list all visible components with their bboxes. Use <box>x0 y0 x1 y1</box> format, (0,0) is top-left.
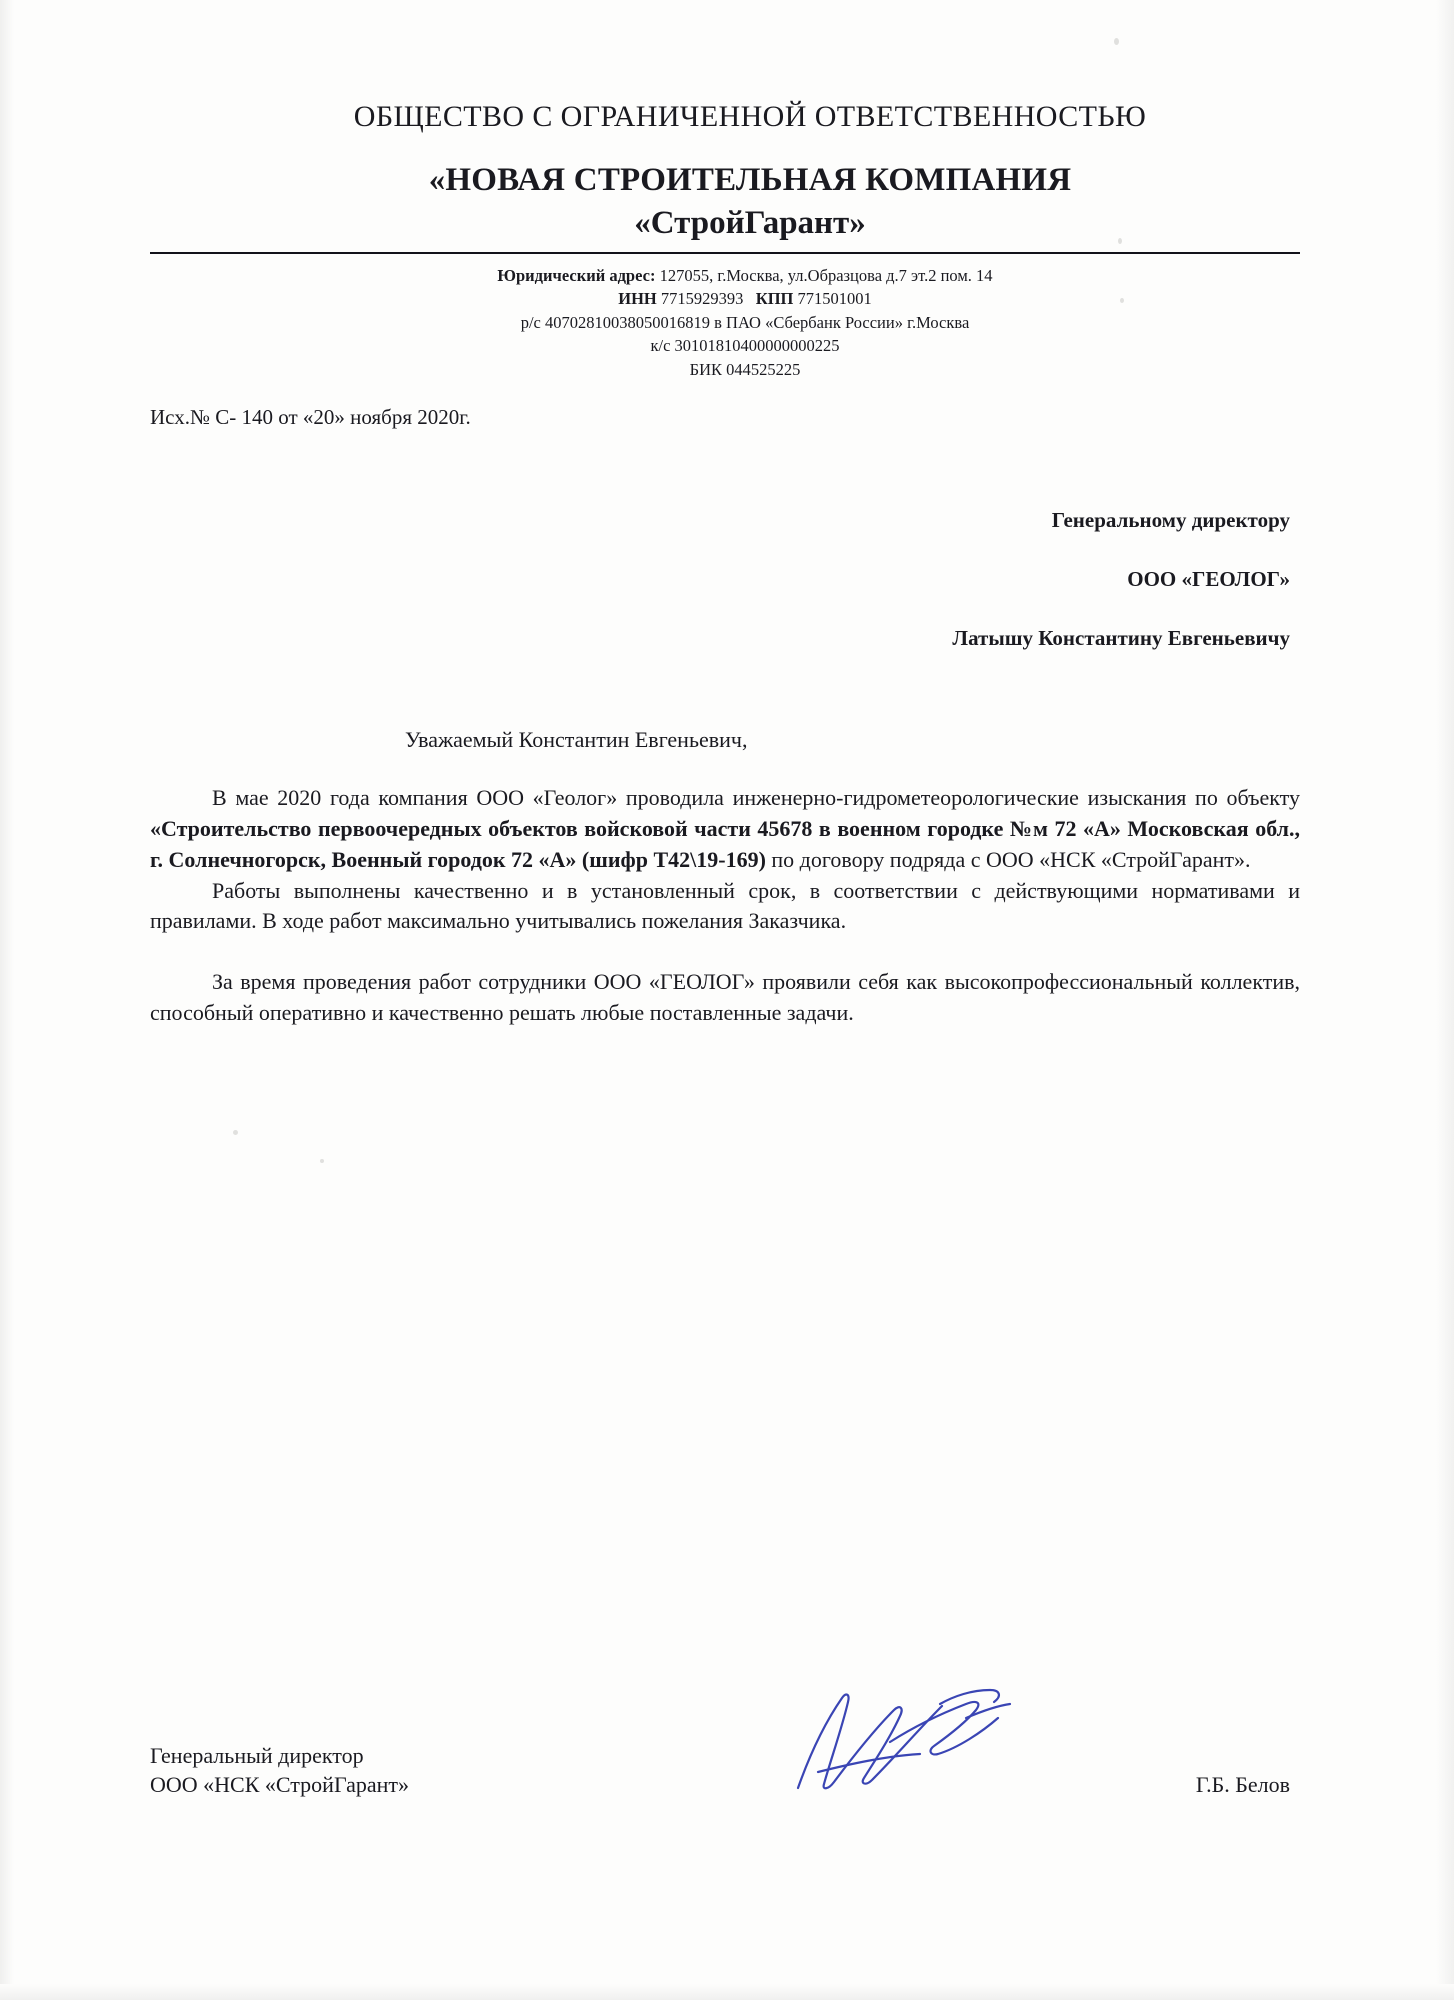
outgoing-number: Исх.№ С- 140 от «20» ноября 2020г. <box>150 405 471 430</box>
signature-row <box>150 1741 1300 1800</box>
signer-title <box>150 1741 409 1800</box>
header-divider <box>150 252 1300 254</box>
inn-label: ИНН <box>618 289 657 309</box>
signer-position: Генеральный директор <box>150 1742 364 1768</box>
body-paragraph-3: За время проведения работ сотрудники ООО «ГЕОЛОГ» проявили себя как высокопрофессиональный коллектив, способный оперативно и качественно решать любые поставленные задачи. <box>150 969 1300 1025</box>
salutation: Уважаемый Константин Евгеньевич, <box>405 727 748 753</box>
letterhead <box>150 100 1300 381</box>
body-p1-outro: по договору подряда с ООО «НСК «СтройГарант». <box>765 846 1251 872</box>
kpp-value: 771501001 <box>793 289 872 309</box>
bik-row: БИК 044525225 <box>689 359 801 379</box>
addressee-position: Генеральному директору <box>1051 508 1290 533</box>
scan-speck <box>320 1159 324 1163</box>
legal-address-row <box>190 264 1300 287</box>
body-paragraph-2: Работы выполнены качественно и в установленный срок, в соответствии с действующими нормативами и правилами. В ходе работ максимально учитывались пожелания Заказчика. <box>150 877 1300 934</box>
scan-edge-right <box>1436 0 1454 2000</box>
addressee-name: Латышу Константину Евгеньевичу <box>952 626 1290 651</box>
legal-address-label: Юридический адрес: <box>497 266 656 285</box>
legal-address-value: 127055, г.Москва, ул.Образцова д.7 эт.2 пом. 14 <box>655 266 993 285</box>
addressee-company: ООО «ГЕОЛОГ» <box>1127 567 1290 592</box>
scan-edge-bottom <box>0 1984 1454 2000</box>
bank-account-row: р/с 40702810038050016819 в ПАО «Сбербанк России» г.Москва <box>520 312 970 332</box>
company-legal-form: ОБЩЕСТВО С ОГРАНИЧЕННОЙ ОТВЕТСТВЕННОСТЬЮ <box>353 100 1147 133</box>
company-name-line2: «СтройГарант» <box>634 205 866 241</box>
signer-name: Г.Б. Белов <box>1195 1772 1290 1797</box>
company-name-line1: «НОВАЯ СТРОИТЕЛЬНАЯ КОМПАНИЯ <box>428 162 1072 198</box>
company-requisites <box>150 264 1300 381</box>
addressee-block <box>150 510 1300 649</box>
scan-edge-left <box>0 0 14 2000</box>
document-content <box>150 100 1300 1029</box>
scan-speck <box>233 1130 238 1135</box>
inn-value: 7715929393 <box>656 289 744 309</box>
inn-kpp-row <box>190 287 1300 310</box>
body-paragraph-1 <box>150 783 1300 875</box>
body-p1-intro: В мае 2020 года компания ООО «Геолог» проводила инженерно-гидрометеорологические изыскания по объекту <box>212 785 1300 811</box>
signature-block <box>150 1741 1300 1800</box>
letter-body <box>150 783 1300 1029</box>
body-p1-object-name: «Строительство первоочередных объектов войсковой части 45678 в военном городке №м 72 «А» Московская обл., г. Солнечногорск, Военный городок 72 «А» (шифр Т42\19-169) <box>150 815 1300 872</box>
signer-company: ООО «НСК «СтройГарант» <box>150 1772 410 1798</box>
corr-account-row: к/с 30101810400000000225 <box>650 336 840 356</box>
kpp-label: КПП <box>755 289 794 309</box>
scan-speck <box>1114 38 1119 45</box>
